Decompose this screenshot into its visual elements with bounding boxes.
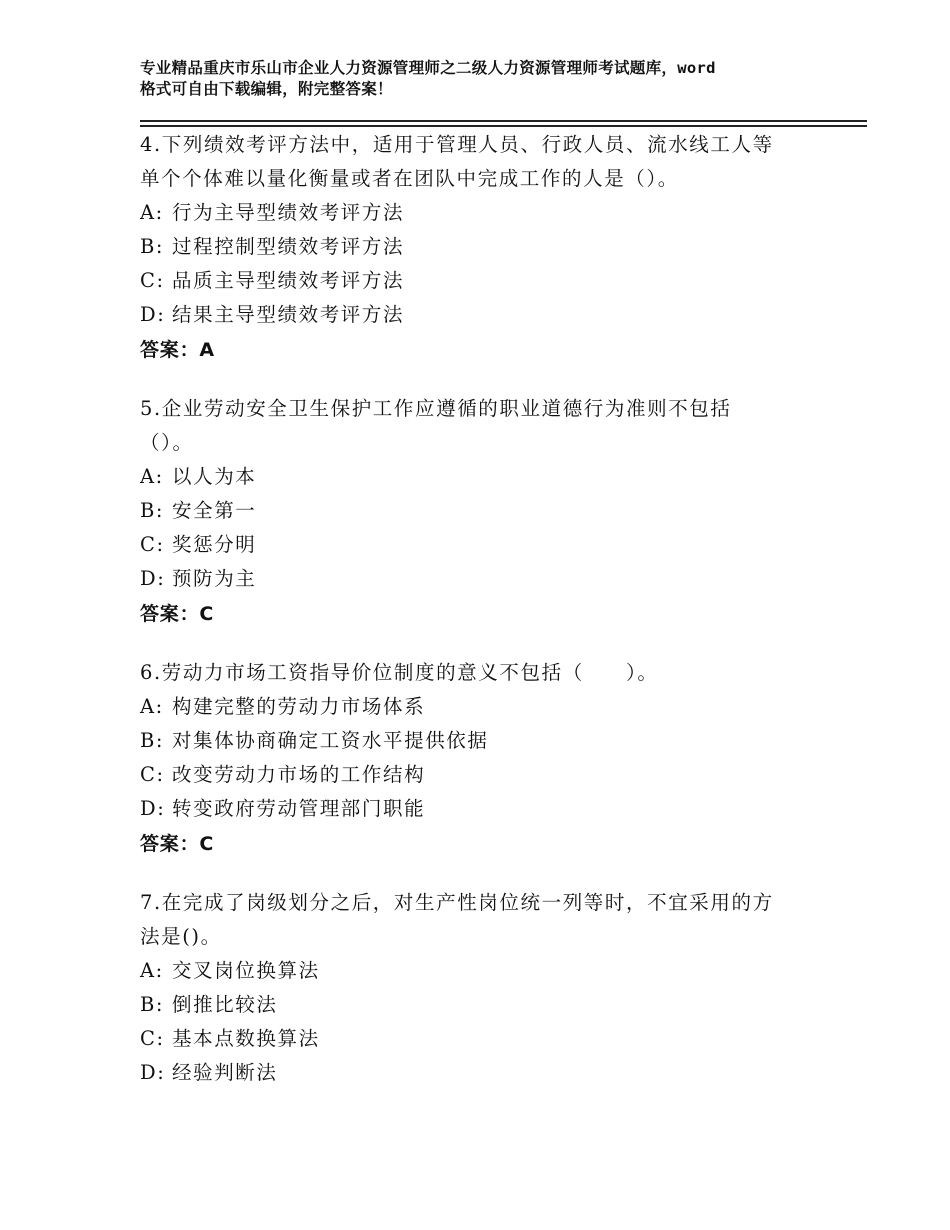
answer: 答案：C bbox=[140, 603, 215, 625]
option-text: 安全第一 bbox=[172, 499, 257, 522]
option-d bbox=[140, 792, 840, 826]
option-text: 品质主导型绩效考评方法 bbox=[172, 269, 405, 292]
option-key: B: bbox=[140, 729, 165, 752]
option-b bbox=[140, 724, 840, 758]
stem-line: （）。 bbox=[140, 431, 194, 454]
option-c bbox=[140, 264, 840, 298]
answer: 答案：C bbox=[140, 833, 215, 855]
question-stem bbox=[140, 886, 840, 954]
header-divider-top bbox=[140, 120, 867, 122]
option-text: 结果主导型绩效考评方法 bbox=[172, 303, 405, 326]
stem-line: 单个个体难以量化衡量或者在团队中完成工作的人是（）。 bbox=[140, 167, 679, 190]
question-6 bbox=[140, 656, 840, 862]
option-text: 预防为主 bbox=[172, 567, 257, 590]
option-key: D: bbox=[140, 567, 166, 590]
option-a bbox=[140, 460, 840, 494]
option-c bbox=[140, 1022, 840, 1056]
option-key: C: bbox=[140, 1027, 165, 1050]
option-key: D: bbox=[140, 797, 166, 820]
option-text: 构建完整的劳动力市场体系 bbox=[172, 695, 426, 718]
option-text: 经验判断法 bbox=[172, 1061, 278, 1084]
option-text: 行为主导型绩效考评方法 bbox=[172, 201, 405, 224]
option-b bbox=[140, 494, 840, 528]
option-text: 改变劳动力市场的工作结构 bbox=[172, 763, 426, 786]
stem-line: 4.下列绩效考评方法中，适用于管理人员、行政人员、流水线工人等 bbox=[140, 133, 774, 156]
question-7 bbox=[140, 886, 840, 1090]
option-key: A: bbox=[140, 201, 164, 224]
stem-line: 法是()。 bbox=[140, 925, 222, 948]
option-text: 倒推比较法 bbox=[172, 993, 278, 1016]
question-stem bbox=[140, 656, 840, 690]
option-key: B: bbox=[140, 499, 165, 522]
option-key: A: bbox=[140, 465, 164, 488]
option-a bbox=[140, 954, 840, 988]
option-a bbox=[140, 196, 840, 230]
option-b bbox=[140, 988, 840, 1022]
option-a bbox=[140, 690, 840, 724]
option-text: 交叉岗位换算法 bbox=[172, 959, 320, 982]
option-text: 对集体协商确定工资水平提供依据 bbox=[172, 729, 489, 752]
question-stem bbox=[140, 392, 840, 460]
answer: 答案：A bbox=[140, 339, 215, 361]
option-d bbox=[140, 562, 840, 596]
option-c bbox=[140, 528, 840, 562]
question-4 bbox=[140, 128, 840, 368]
option-key: C: bbox=[140, 269, 165, 292]
stem-line: 7.在完成了岗级划分之后，对生产性岗位统一列等时，不宜采用的方 bbox=[140, 891, 774, 914]
option-key: C: bbox=[140, 763, 165, 786]
option-c bbox=[140, 758, 840, 792]
question-list bbox=[140, 128, 840, 1114]
option-key: B: bbox=[140, 235, 165, 258]
stem-line: 6.劳动力市场工资指导价位制度的意义不包括（ ）。 bbox=[140, 661, 659, 684]
option-b bbox=[140, 230, 840, 264]
option-d bbox=[140, 1056, 840, 1090]
option-text: 转变政府劳动管理部门职能 bbox=[172, 797, 426, 820]
option-text: 基本点数换算法 bbox=[172, 1027, 320, 1050]
option-d bbox=[140, 298, 840, 332]
document-header bbox=[140, 58, 840, 100]
header-line-2: 格式可自由下载编辑，附完整答案！ bbox=[140, 80, 393, 98]
option-text: 过程控制型绩效考评方法 bbox=[172, 235, 405, 258]
option-key: A: bbox=[140, 959, 164, 982]
option-key: C: bbox=[140, 533, 165, 556]
header-divider-bottom bbox=[140, 125, 867, 127]
stem-line: 5.企业劳动安全卫生保护工作应遵循的职业道德行为准则不包括 bbox=[140, 397, 732, 420]
option-key: B: bbox=[140, 993, 165, 1016]
option-key: D: bbox=[140, 1061, 166, 1084]
option-text: 以人为本 bbox=[172, 465, 257, 488]
option-key: A: bbox=[140, 695, 164, 718]
header-line-1: 专业精品重庆市乐山市企业人力资源管理师之二级人力资源管理师考试题库，word bbox=[140, 59, 716, 77]
option-text: 奖惩分明 bbox=[172, 533, 257, 556]
question-stem bbox=[140, 128, 840, 196]
option-key: D: bbox=[140, 303, 166, 326]
question-5 bbox=[140, 392, 840, 632]
